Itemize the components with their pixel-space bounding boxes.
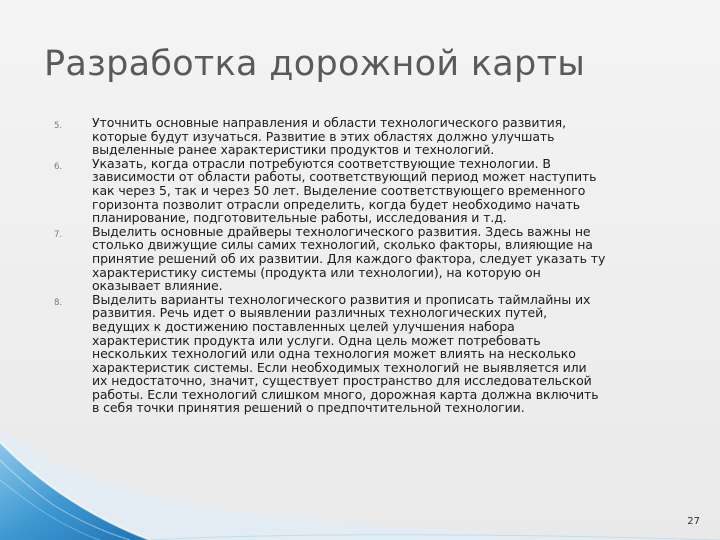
text-line: развития. Речь идет о выявлении различных технологических путей, (92, 305, 547, 321)
text-line: Указать, когда отрасли потребуются соответствующие технологии. В (92, 155, 551, 171)
text-line: которые будут изучаться. Развитие в этих областях должно улучшать (92, 128, 555, 144)
list-item-text (92, 116, 690, 157)
text-line: как через 5, так и через 50 лет. Выделение соответствующего временного (92, 182, 586, 198)
text-line: планирование, подготовительные работы, исследования и т.д. (92, 210, 507, 226)
text-line: ведущих к достижению поставленных целей улучшения набора (92, 318, 515, 334)
text-line: Уточнить основные направления и области технологического развития, (92, 115, 566, 130)
list-number: 6. (54, 161, 63, 172)
list-number: 8. (54, 297, 63, 308)
text-line: столько движущие силы самих технологий, сколько факторы, влияющие на (92, 237, 593, 253)
list-item (50, 157, 690, 225)
page-number: 27 (687, 516, 700, 527)
text-line: зависимости от области работы, соответствующий период может наступить (92, 169, 597, 185)
text-line: Выделить основные драйверы технологического развития. Здесь важны не (92, 223, 591, 239)
text-line: характеристик продукта или услуги. Одна цель может потребовать (92, 332, 541, 348)
text-line: работы. Если технологий слишком много, дорожная карта должна включить (92, 386, 599, 402)
list-number: 5. (54, 121, 63, 131)
text-line: нескольких технологий или одна технология может влиять на несколько (92, 346, 576, 362)
text-line: характеристик системы. Если необходимых технологий не выявляется или (92, 359, 587, 375)
list-item-text (92, 157, 690, 225)
list-item-text (92, 225, 690, 293)
list-item (50, 293, 690, 415)
list-number: 7. (54, 229, 63, 240)
slide-body (50, 116, 690, 415)
text-line: Выделить варианты технологического развития и прописать таймлайны их (92, 291, 591, 307)
text-line: характеристику системы (продукта или технологии), на которую он (92, 264, 541, 280)
text-line: их недостаточно, значит, существует пространство для исследовательской (92, 373, 592, 389)
list-item (50, 225, 690, 293)
text-line: принятие решений об их развитии. Для каждого фактора, следует указать ту (92, 250, 606, 266)
list-item (50, 116, 690, 157)
text-line: горизонта позволит отрасли определить, когда будет необходимо начать (92, 196, 581, 212)
list-item-text (92, 293, 690, 415)
text-line: выделенные ранее характеристики продуктов и технологий. (92, 142, 495, 158)
text-line: в себя точки принятия решений о предпочтительной технологии. (92, 400, 525, 416)
decorative-wave-graphic (0, 430, 720, 540)
text-line: оказывает влияние. (92, 278, 223, 294)
slide-title: Разработка дорожной карты (44, 44, 586, 84)
